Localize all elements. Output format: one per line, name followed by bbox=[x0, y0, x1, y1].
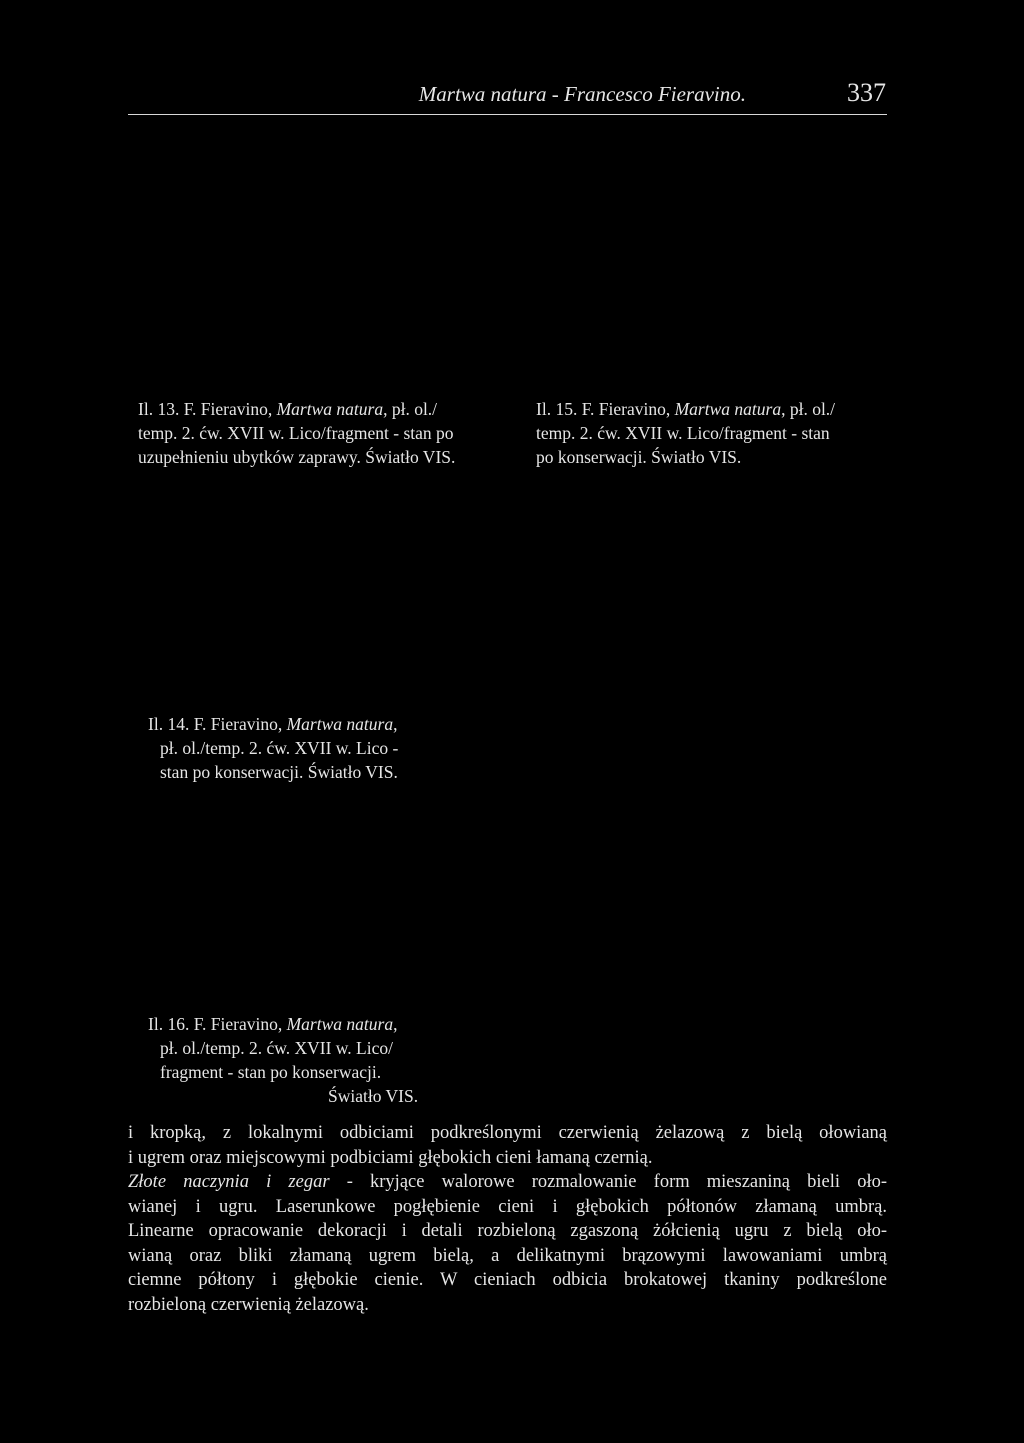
caption-rest: , bbox=[393, 714, 398, 734]
body-line: i kropką, z lokalnymi odbiciami podkreślonymi czerwienią żelazową z bielą ołowianą bbox=[128, 1123, 887, 1143]
caption-rest: , pł. ol./ bbox=[781, 399, 836, 419]
caption-rest: , bbox=[393, 1014, 398, 1034]
caption-line bbox=[148, 712, 398, 736]
body-line-rest: - kryjące walorowe rozmalowanie form mieszaniną bieli oło- bbox=[329, 1172, 887, 1192]
body-line: wianej i ugru. Laserunkowe pogłębienie cieni i głębokich półtonów złamaną umbrą. bbox=[128, 1196, 887, 1217]
running-header-title: Martwa natura - Francesco Fieravino. bbox=[418, 82, 746, 106]
page-number: 337 bbox=[847, 78, 886, 107]
caption-line bbox=[138, 397, 455, 421]
caption-title: Martwa natura bbox=[276, 399, 384, 419]
caption-il-15 bbox=[536, 397, 835, 469]
caption-il-14 bbox=[148, 712, 398, 784]
body-line: ciemne półtony i głębokie cienie. W cieniach odbicia brokatowej tkaniny podkreślone bbox=[128, 1270, 887, 1290]
caption-line: Światło VIS. bbox=[328, 1086, 419, 1106]
body-text bbox=[128, 1121, 887, 1317]
caption-line: fragment - stan po konserwacji. bbox=[160, 1062, 382, 1082]
caption-line: pł. ol./temp. 2. ćw. XVII w. Lico/ bbox=[160, 1038, 393, 1058]
caption-line bbox=[148, 1012, 418, 1036]
caption-title: Martwa natura bbox=[674, 399, 782, 419]
caption-line: stan po konserwacji. Światło VIS. bbox=[160, 762, 398, 782]
caption-lead: Il. 13. F. Fieravino, bbox=[138, 399, 277, 419]
caption-lead: Il. 15. F. Fieravino, bbox=[536, 399, 675, 419]
body-line: i ugrem oraz miejscowymi podbiciami głębokich cieni łamaną czernią. bbox=[128, 1147, 653, 1168]
caption-rest: , pł. ol./ bbox=[383, 399, 438, 419]
caption-title: Martwa natura bbox=[286, 714, 394, 734]
caption-lead: Il. 14. F. Fieravino, bbox=[148, 714, 287, 734]
caption-line bbox=[536, 397, 835, 421]
caption-il-13 bbox=[138, 397, 455, 469]
caption-line: temp. 2. ćw. XVII w. Lico/fragment - stan bbox=[536, 423, 830, 443]
running-header bbox=[128, 78, 888, 114]
caption-il-16 bbox=[148, 1012, 418, 1108]
caption-line: uzupełnieniu ubytków zaprawy. Światło VIS. bbox=[138, 447, 456, 467]
caption-line: pł. ol./temp. 2. ćw. XVII w. Lico - bbox=[160, 738, 399, 758]
caption-line: po konserwacji. Światło VIS. bbox=[536, 447, 742, 467]
body-line bbox=[128, 1170, 887, 1195]
body-line: Linearne opracowanie dekoracji i detali rozbieloną zgaszoną żółcienią ugru z bielą oło- bbox=[128, 1221, 887, 1241]
caption-lead: Il. 16. F. Fieravino, bbox=[148, 1014, 287, 1034]
caption-title: Martwa natura bbox=[286, 1014, 394, 1034]
caption-line: temp. 2. ćw. XVII w. Lico/fragment - stan po bbox=[138, 423, 454, 443]
body-line: rozbieloną czerwienią żelazową. bbox=[128, 1294, 369, 1315]
body-italic-phrase: Złote naczynia i zegar bbox=[128, 1172, 330, 1192]
header-rule bbox=[128, 114, 887, 115]
body-line: wianą oraz bliki złamaną ugrem bielą, a delikatnymi brązowymi lawowaniami umbrą bbox=[128, 1245, 887, 1266]
